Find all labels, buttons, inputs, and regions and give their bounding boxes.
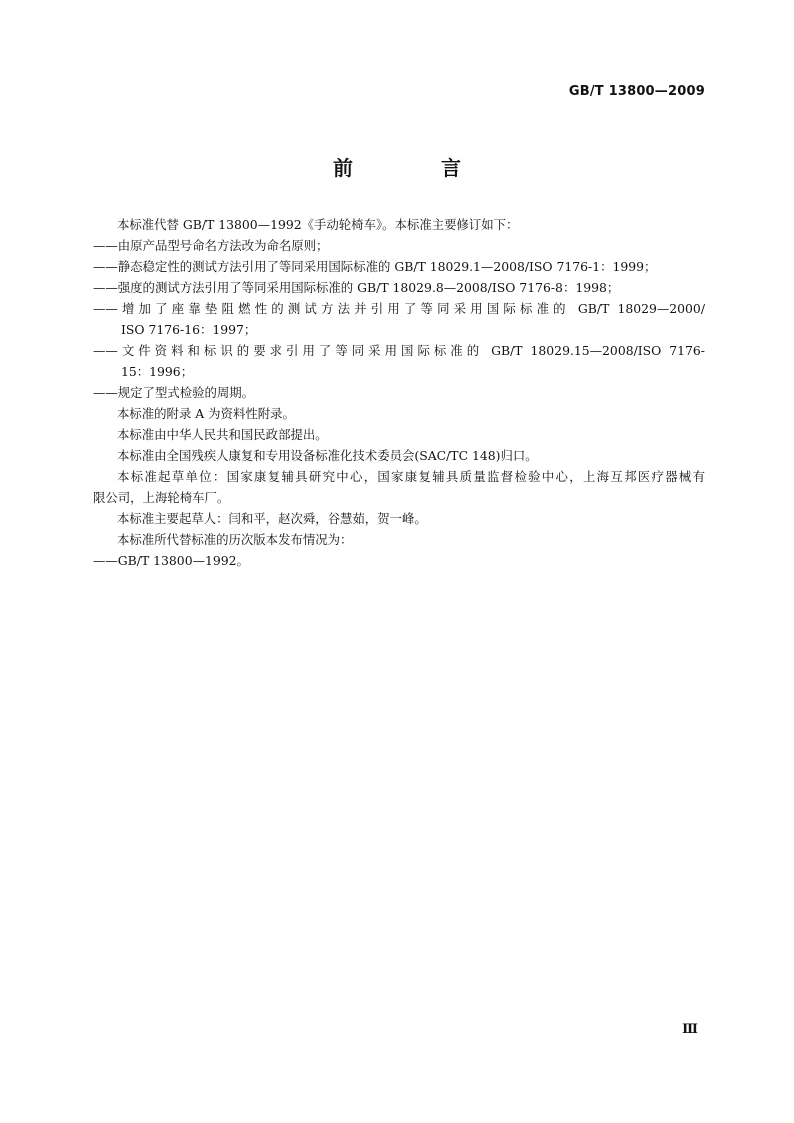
history-item: ——GB/T 13800—1992。 xyxy=(93,553,249,568)
intro-paragraph: 本标准代替 GB/T 13800—1992《手动轮椅车》。本标准主要修订如下： xyxy=(117,217,519,232)
drafting-units-line1: 本标准起草单位：国家康复辅具研究中心，国家康复辅具质量监督检验中心，上海互邦医疗器械有 xyxy=(117,469,705,484)
change-item-4: ——增加了座靠垫阻燃性的测试方法并引用了等同采用国际标准的 GB/T 18029—2000/ xyxy=(93,301,705,316)
page-number: Ⅲ xyxy=(682,1022,698,1037)
annex-note: 本标准的附录 A 为资料性附录。 xyxy=(117,406,295,421)
proposed-by: 本标准由中华人民共和国民政部提出。 xyxy=(117,427,328,442)
history-intro: 本标准所代替标准的历次版本发布情况为： xyxy=(117,532,353,547)
drafting-units-line2: 限公司，上海轮椅车厂。 xyxy=(93,490,230,505)
change-item-6: ——规定了型式检验的周期。 xyxy=(93,385,255,400)
centralized-by: 本标准由全国残疾人康复和专用设备标准化技术委员会(SAC/TC 148)归口。 xyxy=(117,448,538,463)
page-title: 前 言 xyxy=(333,156,495,180)
change-item-4-cont: ISO 7176-16：1997； xyxy=(121,322,257,337)
change-item-5-cont: 15：1996； xyxy=(121,364,194,379)
drafters: 本标准主要起草人：闫和平，赵次舜，谷慧茹，贺一峰。 xyxy=(117,511,427,526)
change-item-5: ——文件资料和标识的要求引用了等同采用国际标准的 GB/T 18029.15—2008/ISO 7176- xyxy=(93,343,705,358)
preface-body xyxy=(93,214,705,571)
change-item-2: ——静态稳定性的测试方法引用了等同采用国际标准的 GB/T 18029.1—2008/ISO 7176-1：1999； xyxy=(93,259,657,274)
change-item-1: ——由原产品型号命名方法改为命名原则； xyxy=(93,238,329,253)
change-item-3: ——强度的测试方法引用了等同采用国际标准的 GB/T 18029.8—2008/ISO 7176-8：1998； xyxy=(93,280,620,295)
standard-code: GB/T 13800—2009 xyxy=(568,84,705,99)
